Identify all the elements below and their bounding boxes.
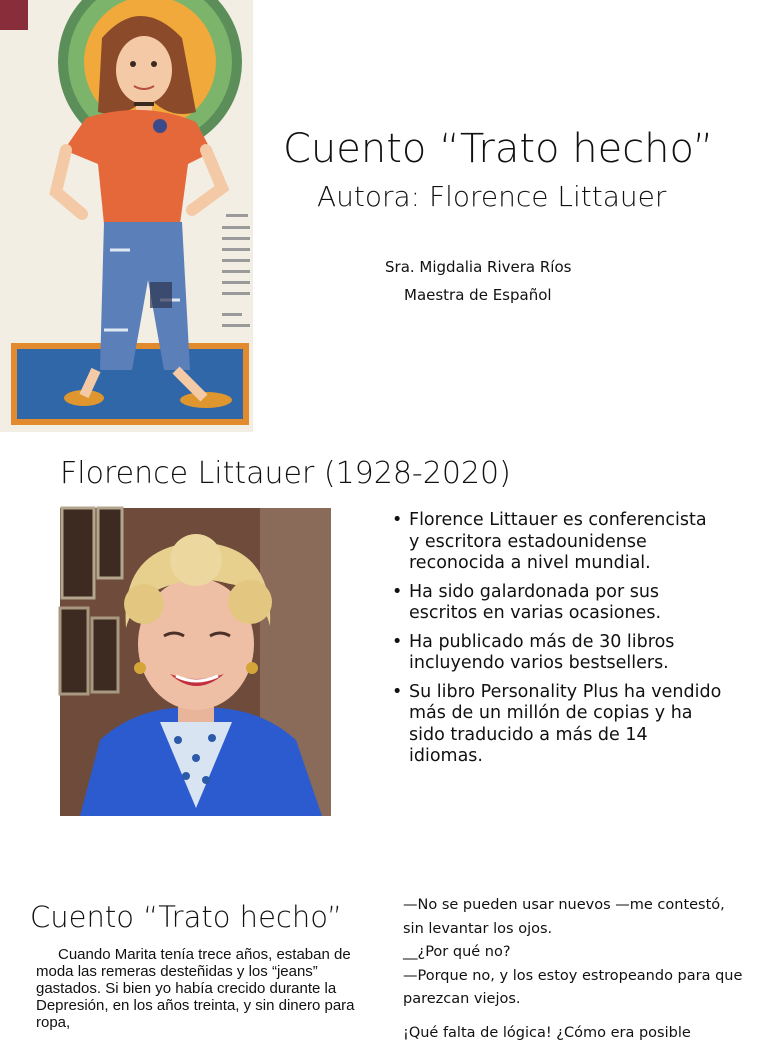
bullet-icon: •	[392, 682, 402, 704]
bullet-text: Florence Littauer es conferencista y escritora estadounidense reconocida a nivel mundial.	[409, 510, 707, 573]
bullet-icon: •	[392, 582, 402, 604]
teacher-role: Maestra de Español	[404, 286, 552, 304]
title-slide	[0, 0, 768, 440]
list-item	[392, 632, 722, 675]
girl-illustration-art	[0, 0, 253, 432]
author-portrait	[60, 508, 331, 816]
author-portrait-art	[60, 508, 331, 816]
slide-title: Cuento “Trato hecho”	[283, 126, 713, 172]
dialog-line: ¡Qué falta de lógica! ¿Cómo era posible	[403, 1022, 743, 1045]
bullet-text: Ha sido galardonada por sus escritos en varias ocasiones.	[409, 582, 661, 624]
biography-title: Florence Littauer (1928-2020)	[60, 456, 511, 491]
list-item	[392, 582, 722, 625]
bullet-icon: •	[392, 632, 402, 654]
author-subtitle: Autora: Florence Littauer	[317, 180, 666, 213]
dialog-line: —No se pueden usar nuevos —me contestó, sin levantar los ojos.	[403, 894, 743, 941]
biography-bullet-list	[392, 510, 722, 775]
story-title: Cuento “Trato hecho”	[30, 900, 342, 934]
list-item	[392, 682, 722, 768]
list-item	[392, 510, 722, 575]
story-dialog	[403, 894, 743, 1045]
bullet-text: Ha publicado más de 30 libros incluyendo varios bestsellers.	[409, 632, 674, 674]
teacher-name: Sra. Migdalia Rivera Ríos	[385, 258, 571, 276]
biography-slide	[0, 440, 768, 880]
dialog-line: —Porque no, y los estoy estropeando para que parezcan viejos.	[403, 965, 743, 1012]
dialog-line: __¿Por qué no?	[403, 941, 743, 965]
story-paragraph: Cuando Marita tenía trece años, estaban de moda las remeras desteñidas y los “jeans” gastados. Si bien yo había crecido durante la Depresión, en los años treinta, y sin dinero para ropa,	[36, 946, 366, 1031]
bullet-text: Su libro Personality Plus ha vendido más de un millón de copias y ha sido traducido a más de 14 idiomas.	[409, 682, 721, 767]
girl-illustration	[0, 0, 253, 432]
story-slide	[0, 880, 768, 1024]
bullet-icon: •	[392, 510, 402, 532]
